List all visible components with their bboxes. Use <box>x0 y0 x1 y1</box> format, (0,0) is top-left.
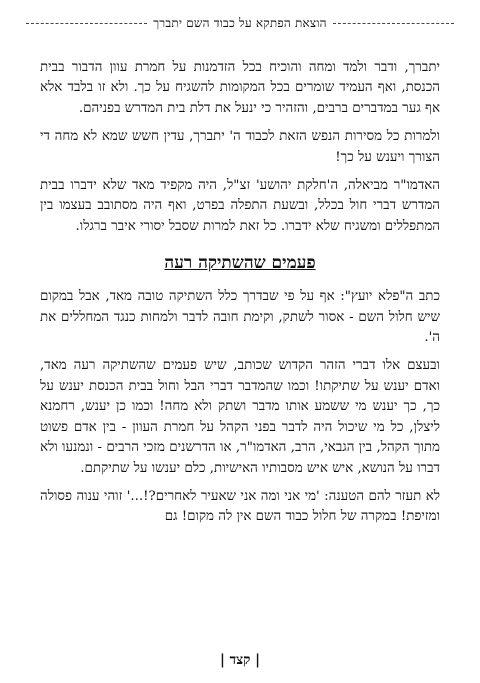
page-body <box>40 58 440 536</box>
paragraph-4: כתב ה"פלא יועץ": אף על פי שבדרך כלל השתיקה טובה מאד, אבל במקום שיש חלול השם - אסור לשתק, וקימת חובה לדבר ולמחות כנגד המחללים את ה'. <box>40 289 440 346</box>
paragraph-1: יתברך, ודבר ולמד ומחה והוכיח בכל הזדמנות על חמרת עוון הדבור בבית הכנסת, ואף העמיד שומרים בכל המקומות להשגיח על כך. ולא זו בלבד אלא אף גער במדברים ברבים, והזהיר כי ינעל את דלת בית המדרש בפניהם. <box>40 60 440 116</box>
header-rule-right <box>333 23 454 24</box>
section-title: פעמים שהשתיקה רעה <box>164 253 316 274</box>
running-title: הוצאת הפתקא על כבוד השם יתברך <box>153 15 327 30</box>
running-header <box>26 14 454 32</box>
paragraph-2: ולמרות כל מסירות הנפש הזאת לכבוד ה' יתברך, עדין חשש שמא לא מחה די הצורך ויענש על כך! <box>40 129 440 165</box>
paragraph-6: לא תעזר להם הטענה: 'מי אני ומה אני שאעיר לאחרים?!...' זוהי ענוה פסולה ומזיפת! במקרה של חלול כבוד השם אין לה מקום! גם <box>40 488 440 525</box>
header-rule-left <box>26 23 147 24</box>
paragraph-3: האדמו"ר מביאלה, ה'חלקת יהושע' זצ"ל, היה מקפיד מאד שלא ידברו בבית המדרש דברי חול בכלל, ובשעת התפלה בפרט, ואף היה מסתובב בעצמו בין המתפללים ומשגיח שלא ידברו. כל זאת למרות שסבל יסורי איבר ברגלו. <box>40 178 440 234</box>
page-number: | קצד | <box>219 652 260 668</box>
paragraph-5: ובעצם אלו דברי הזהר הקדוש שכותב, שיש פעמים שהשתיקה רעה מאד, ואדם יענש על שתיקתו! וכמו שהמדבר דברי הבל וחול בבית הכנסת יענש על כך, כך יענש מי ששמע אותו מדבר ושתק ולא מחה! וכמו כן יענש, רחמנא ליצלן, כל מי שיכול היה לדבר בפני הקהל על חמרת העוון - בין אדם פשוט מתוך הקהל, בין הגבאי, הרב, האדמו"ר, או הדרשנים מזכי הרבים - ונמנעו ולא דברו על הנושא, איש איש מסבותיו האישיות, כלם יענשו על שתיקתם. <box>40 358 440 476</box>
